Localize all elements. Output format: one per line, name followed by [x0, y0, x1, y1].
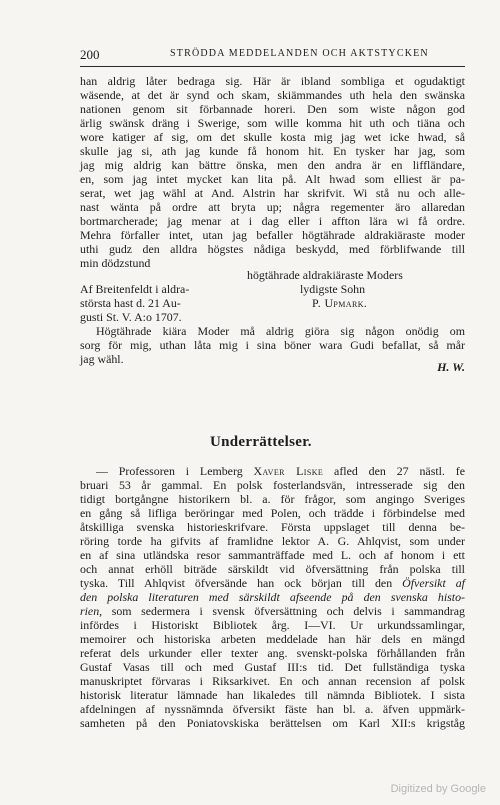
notice-line: manuskriptet förvaras i Riksarkivet. En och annan recension af polsk: [80, 674, 465, 688]
letter-line: serat, wet jag wähl at And. Alstrin har skrifvit. Wi stå nu och alle-: [80, 186, 465, 200]
notice-line: en gång så lifliga beröringar med Polen, och trädde i förbindelse med: [80, 506, 465, 520]
notice-line: tidigt bortgångne historikern bl. a. för frågor, som angingo Sveriges: [80, 492, 465, 506]
notice-line: — Professoren i Lemberg Xaver Liske afled den 27 nästl. fe: [96, 464, 466, 478]
place-line-1: Af Breitenfeldt i aldra-: [80, 282, 190, 296]
place-line-2: största hast d. 21 Au-: [80, 296, 181, 310]
notice-line: bruari 53 år gammal. En polsk fosterlandsvän, intresserade sig den: [80, 478, 465, 492]
notice-line: en af sina utländska resor sammanträffade med L. och af honom i ett: [80, 548, 465, 562]
signature: P. Upmark.: [312, 296, 368, 310]
notice-line: afdelningen af nyssnämnda öfversikt fäste han bl. a. äfven uppmärk-: [80, 702, 465, 716]
notice-line: den polska literaturen med särskildt afseende på den svenska histo-: [80, 590, 465, 604]
letter-line: han aldrig låter bedraga sig. Här är ibland sombliga et ogudaktigt: [80, 74, 465, 88]
notice-line: samheten på den Poniatovskiska berättelsen om Karl XII:s krigståg: [80, 716, 465, 730]
page-number: 200: [80, 47, 100, 62]
postscript-line: jag wähl.: [80, 352, 124, 366]
notice-line: memoirer och historiska arbeten meddelade han här dels en mängd: [80, 632, 465, 646]
letter-line: Mehra förfaller intet, utan jag befaller högtährade aldrakiäraste moder: [80, 228, 465, 242]
postscript-line: Högtährade kiära Moder må aldrig giöra sig någon onödig om: [96, 324, 465, 338]
letter-line: nationen genom sit förbannade horeri. Den som wiste någon god: [80, 102, 465, 116]
letter-line: ärlig swänsk dräng i Swerige, som wille komma hit uth och tiäna och: [80, 116, 465, 130]
page-header: [80, 47, 465, 63]
running-title: STRÖDDA MEDDELANDEN OCH AKTSTYCKEN: [170, 48, 429, 59]
initials: H. W.: [437, 360, 465, 374]
letter-line: uthi gudz den alldra högstes nådiga beskydd, med förblifwande till: [80, 242, 465, 256]
letter-line: bortmarcherade; jag menar at i dag eller i affton lära wi få ordre.: [80, 214, 465, 228]
postscript-line: sorg för mig, uthan låta mig i sina böner wara Gudi befallat, så mår: [80, 338, 465, 352]
closing-line-2: lydigste Sohn: [300, 282, 366, 296]
notice-line: infördes i Historiskt Bibliotek årg. I—VI. Ur urkundssamlingar,: [80, 618, 465, 632]
notice-line: historisk literatur lämnade han likaledes till nämnda Bibliotek. I sista: [80, 688, 465, 702]
notice-line: Gustaf Vasas till och med Gustaf III:s tid. Det fullständiga tyska: [80, 660, 465, 674]
letter-line: nast wänta på ordre att bryta up; några regementer äro allaredan: [80, 200, 465, 214]
watermark: Digitized by Google: [390, 783, 486, 795]
letter-line: min dödzstund: [80, 256, 151, 270]
letter-line: wäsende, at det är synd och skam, skiämmandes uth hela den swänska: [80, 88, 465, 102]
letter-line: en, som jag intet mycket kan lita på. Alt hwad som elliest är pa-: [80, 172, 465, 186]
letter-line: skulle jag si, ath jag kunde få honom hit. En tysker har jag, som: [80, 144, 465, 158]
letter-line: wore katiger af sig, om det skulle kosta mig jag wet icke hwad, så: [80, 130, 465, 144]
closing-line-1: högtährade aldrakiäraste Moders: [247, 268, 403, 282]
notice-line: referat dels urkunder eller texter ang. svenskt-polska förhållanden från: [80, 646, 465, 660]
section-title: Underrättelser.: [210, 434, 312, 450]
notice-line: rien, som sedermera i svensk öfversättning och delvis i sammandrag: [80, 604, 465, 618]
notice-line: tyska. Till Ahlqvist öfversände han ock början till den Öfversikt af: [80, 576, 465, 590]
notice-line: åtskilliga svenska historieskrifvare. Första uppslaget till denna be-: [80, 520, 465, 534]
header-rule: [80, 66, 465, 67]
letter-line: jag mig aldrig kan bättre önska, men den andra är en liffländare,: [80, 158, 465, 172]
notice-line: och annat erhöll biträde särskildt vid öfversättning från polska till: [80, 562, 465, 576]
place-line-3: gusti St. V. A:o 1707.: [80, 310, 182, 324]
notice-line: röring torde ha gifvits af framlidne lektor A. G. Ahlqvist, som under: [80, 534, 465, 548]
